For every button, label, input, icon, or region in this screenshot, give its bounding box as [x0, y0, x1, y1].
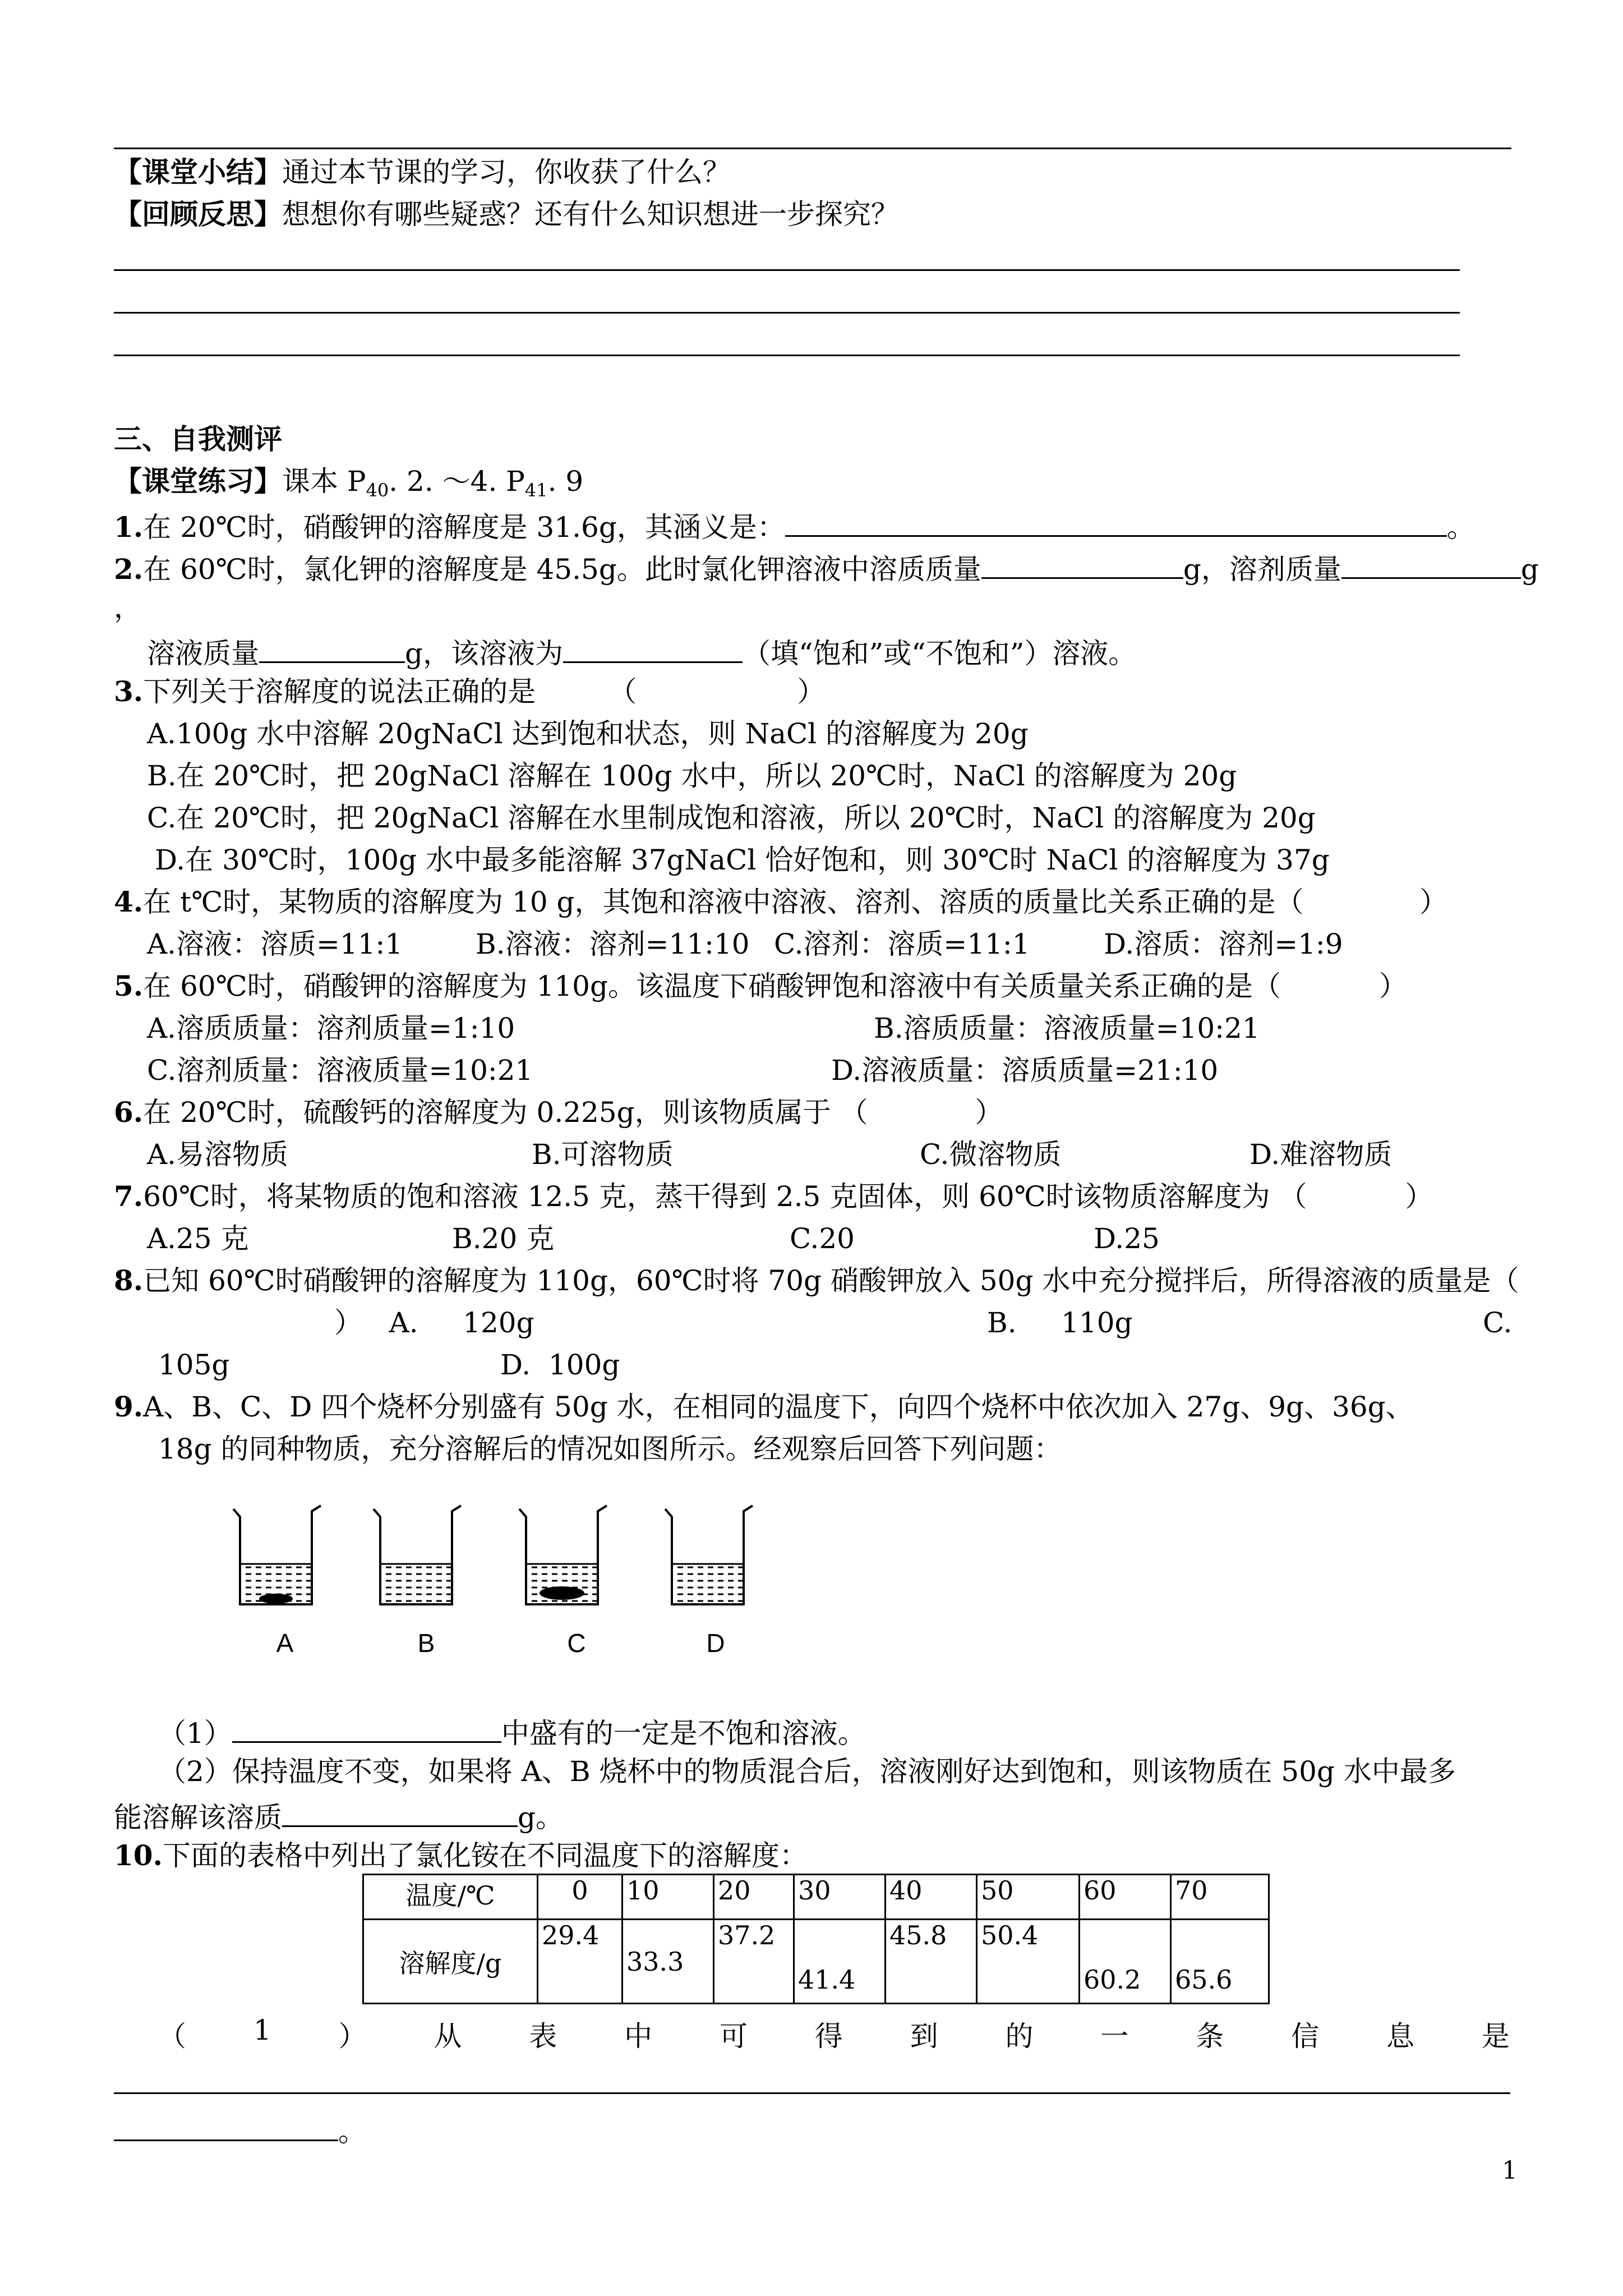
- q5-option-a: A.溶质质量：溶剂质量=1:10: [147, 1012, 515, 1045]
- q2-number: 2.: [114, 553, 144, 586]
- reflection-label: 【回顾反思】: [114, 197, 282, 231]
- q8-line2-b: B. 110g: [987, 1306, 1133, 1339]
- question-9: [114, 1390, 1414, 1423]
- q2-blank-type[interactable]: [563, 636, 743, 663]
- q5-number: 5.: [114, 969, 144, 1002]
- beaker-label-c: C: [567, 1628, 586, 1658]
- q10-end: 。: [338, 2115, 366, 2148]
- answer-line-2[interactable]: [114, 312, 1460, 314]
- question-4: [114, 885, 1448, 918]
- q10-number: 10.: [114, 1839, 163, 1872]
- q9-sub2b-b: g。: [518, 1801, 564, 1834]
- beaker-label-d: D: [706, 1628, 725, 1658]
- q10-sub1-char: 是: [1481, 2020, 1510, 2053]
- q6-option-b: B.可溶物质: [532, 1138, 674, 1171]
- reflection: [114, 197, 899, 231]
- q2-comma: ，: [114, 591, 142, 624]
- q10-sub1-char: 条: [1196, 2020, 1224, 2053]
- question-7: [114, 1182, 1433, 1211]
- q10-sub1-char: 息: [1386, 2020, 1414, 2053]
- q7-option-a: A.25 克: [147, 1222, 249, 1255]
- q4-option-a: A.溶液：溶质=11:1: [147, 928, 403, 960]
- q7-option-b: B.20 克: [452, 1222, 555, 1255]
- q7-number: 7.: [114, 1180, 144, 1213]
- q3-text: 下列关于溶解度的说法正确的是: [143, 675, 536, 708]
- q1-number: 1.: [114, 510, 144, 544]
- table-cell: 30: [794, 1875, 886, 1920]
- q4-option-c: C.溶剂：溶质=11:1: [774, 928, 1030, 960]
- table-cell: 37.2: [714, 1920, 794, 2004]
- table-cell: 20: [714, 1875, 794, 1920]
- q6-text: 在 20℃时，硫酸钙的溶解度为 0.225g，则该物质属于 （ ）: [143, 1096, 1003, 1129]
- q10-sub1-char: （: [158, 2020, 186, 2053]
- class-summary: [114, 155, 731, 188]
- q6-option-a: A.易溶物质: [147, 1138, 289, 1171]
- q3-option-b: B.在 20℃时，把 20gNaCl 溶解在 100g 水中，所以 20℃时，NaCl 的溶解度为 20g: [147, 760, 1237, 792]
- q2-line2-c: （填“饱和”或“不饱和”）溶液。: [743, 637, 1137, 670]
- q4-option-b: B.溶液：溶剂=11:10: [476, 928, 750, 960]
- q9-number: 9.: [114, 1390, 144, 1423]
- q1-end: 。: [1446, 511, 1475, 544]
- q7-option-d: D.25: [1094, 1222, 1160, 1255]
- answer-line-1[interactable]: [114, 269, 1460, 271]
- q2-blank-solvent[interactable]: [1341, 551, 1521, 579]
- q10-sub1-char: 中: [624, 2020, 653, 2053]
- q9-sub1-b: 中盛有的一定是不饱和溶液。: [501, 1717, 866, 1750]
- q9-sub-2: （2）保持温度不变，如果将 A、B 烧杯中的物质混合后，溶液刚好达到饱和，则该物质在 50g 水中最多: [158, 1755, 1456, 1788]
- q9-sub2-blank[interactable]: [282, 1800, 518, 1827]
- q9-sub1-a: （1）: [158, 1717, 232, 1750]
- q10-sub1-char: 的: [1005, 2020, 1034, 2053]
- q4-text: 在 t℃时，某物质的溶解度为 10 g，其饱和溶液中溶液、溶剂、溶质的质量比关系正确的是（ ）: [143, 886, 1448, 918]
- table-cell: 65.6: [1171, 1920, 1269, 2004]
- q8-text: 已知 60℃时硝酸钾的溶解度为 110g，60℃时将 70g 硝酸钾放入 50g 水中充分搅拌后，所得溶液的质量是（: [143, 1264, 1519, 1297]
- q9-text-2: 18g 的同种物质，充分溶解后的情况如图所示。经观察后回答下列问题：: [158, 1433, 1062, 1465]
- beaker-b: [374, 1506, 461, 1604]
- top-rule: [114, 148, 1511, 149]
- question-6: [114, 1096, 1003, 1129]
- practice-line: [114, 464, 584, 501]
- table-cell: 29.4: [538, 1920, 623, 2004]
- q2-line2-a: 溶液质量: [147, 637, 259, 670]
- q8-line3-b: D. 100g: [500, 1349, 620, 1381]
- table-cell: 33.3: [623, 1920, 714, 2004]
- table-cell: 40: [886, 1875, 977, 1920]
- q1-blank[interactable]: [785, 509, 1447, 537]
- q6-option-c: C.微溶物质: [920, 1138, 1062, 1171]
- q10-answer-tail: [114, 2114, 366, 2146]
- q5-option-d: D.溶液质量：溶质质量=21:10: [831, 1054, 1219, 1087]
- question-5: [114, 969, 1407, 1002]
- q10-sub1-char: 一: [1100, 2020, 1129, 2053]
- summary-label: 【课堂小结】: [114, 155, 282, 188]
- q8-line3-a: 105g: [158, 1349, 230, 1381]
- q2-line2-b: g，该溶液为: [405, 637, 564, 670]
- q10-sub1-char: ）: [338, 2020, 367, 2053]
- q10-sub1-char: 得: [814, 2020, 843, 2053]
- q3-option-d: D.在 30℃时，100g 水中最多能溶解 37gNaCl 恰好饱和，则 30℃时 NaCl 的溶解度为 37g: [155, 844, 1330, 876]
- q9-sub1-blank[interactable]: [232, 1715, 501, 1743]
- beaker-label-a: A: [276, 1628, 294, 1658]
- beaker-c: [519, 1506, 607, 1604]
- answer-line-3[interactable]: [114, 355, 1460, 356]
- beaker-label-b: B: [417, 1628, 435, 1658]
- q6-number: 6.: [114, 1096, 144, 1129]
- reflection-text: 想想你有哪些疑惑？还有什么知识想进一步探究？: [282, 198, 899, 231]
- q10-sub1-char: 1: [253, 2014, 271, 2046]
- q10-sub1-char: 信: [1291, 2020, 1320, 2053]
- question-2: [114, 551, 1539, 586]
- q10-sub1-char: 表: [529, 2020, 557, 2053]
- solubility-table: [362, 1874, 1270, 2004]
- q9-text: A、B、C、D 四个烧杯分别盛有 50g 水，在相同的温度下，向四个烧杯中依次加入 27g、9g、36g、: [143, 1391, 1414, 1423]
- beaker-d: [665, 1506, 753, 1604]
- q4-option-d: D.溶质：溶剂=1:9: [1104, 928, 1343, 960]
- q9-sub2b-a: 能溶解该溶质: [114, 1801, 282, 1834]
- question-1: [114, 509, 1475, 544]
- table-cell: 10: [623, 1875, 714, 1920]
- q10-answer-line[interactable]: [114, 2092, 1510, 2094]
- table-cell: 41.4: [794, 1920, 886, 2004]
- page-number: 1: [1502, 2156, 1518, 2185]
- q5-option-b: B.溶质质量：溶液质量=10:21: [874, 1012, 1260, 1045]
- table-cell: 50: [977, 1875, 1080, 1920]
- q9-sub-2b: [114, 1800, 564, 1832]
- q8-line2-c: C.: [1483, 1306, 1513, 1339]
- table-cell: 50.4: [977, 1920, 1080, 2004]
- q10-sub1-char: 到: [910, 2020, 938, 2053]
- practice-text-c: . 9: [547, 465, 584, 498]
- practice-sub-b: 41: [524, 480, 548, 501]
- q8-number: 8.: [114, 1264, 144, 1297]
- q5-option-c: C.溶剂质量：溶液质量=10:21: [147, 1054, 533, 1087]
- table-cell: 45.8: [886, 1920, 977, 2004]
- beaker-a: [233, 1506, 321, 1604]
- practice-sub-a: 40: [366, 480, 389, 501]
- q3-answer-paren[interactable]: （ ）: [608, 675, 826, 708]
- q10-sub1-char: 可: [719, 2020, 748, 2053]
- practice-text-b: . 2. ～4. P: [389, 465, 525, 498]
- q7-option-c: C.20: [790, 1222, 855, 1255]
- q8-line2-a: ） A. 120g: [334, 1306, 534, 1339]
- q2-text-c: g: [1520, 553, 1539, 586]
- q5-text: 在 60℃时，硝酸钾的溶解度为 110g。该温度下硝酸钾饱和溶液中有关质量关系正确的是（ ）: [143, 970, 1407, 1002]
- q10-sub-1: [158, 2014, 1510, 2054]
- q10-text: 下面的表格中列出了氯化铵在不同温度下的溶解度：: [163, 1839, 808, 1872]
- table-cell: 60: [1080, 1875, 1171, 1920]
- q9-sub-1: [158, 1715, 866, 1750]
- beakers-figure: [224, 1503, 763, 1666]
- q2-text-a: 在 60℃时，氯化钾的溶解度是 45.5g。此时氯化钾溶液中溶质质量: [143, 553, 981, 586]
- section-title: 三、自我测评: [114, 422, 282, 455]
- q3-number: 3.: [114, 675, 144, 708]
- q2-line-2: [147, 636, 1136, 668]
- q3-option-c: C.在 20℃时，把 20gNaCl 溶解在水里制成饱和溶液，所以 20℃时，NaCl 的溶解度为 20g: [147, 802, 1316, 834]
- question-10: [114, 1839, 808, 1872]
- q3-option-a: A.100g 水中溶解 20gNaCl 达到饱和状态，则 NaCl 的溶解度为 20g: [147, 717, 1029, 750]
- question-3: [114, 675, 826, 708]
- table-cell: 60.2: [1080, 1920, 1171, 2004]
- q2-blank-solution[interactable]: [259, 636, 405, 663]
- q2-blank-solute[interactable]: [981, 551, 1183, 579]
- practice-label: 【课堂练习】: [114, 464, 282, 498]
- table-cell: 温度/℃: [363, 1875, 538, 1920]
- q10-answer-blank[interactable]: [114, 2114, 338, 2141]
- table-row: [363, 1920, 1269, 2004]
- summary-text: 通过本节课的学习，你收获了什么？: [282, 156, 731, 188]
- q1-text: 在 20℃时，硝酸钾的溶解度是 31.6g，其涵义是：: [143, 511, 785, 544]
- practice-text-a: 课本 P: [282, 465, 366, 498]
- table-cell: 0: [538, 1875, 623, 1920]
- table-cell: 溶解度/g: [363, 1920, 538, 2004]
- question-8: [114, 1264, 1519, 1297]
- q10-sub1-char: 从: [434, 2020, 462, 2053]
- table-cell: 70: [1171, 1875, 1269, 1920]
- q2-text-b: g，溶剂质量: [1183, 553, 1341, 586]
- q4-number: 4.: [114, 885, 144, 918]
- table-header-row: [363, 1875, 1269, 1920]
- q7-text: 60℃时，将某物质的饱和溶液 12.5 克，蒸干得到 2.5 克固体，则 60℃时该物质溶解度为 （ ）: [143, 1180, 1433, 1213]
- q6-option-d: D.难溶物质: [1249, 1138, 1393, 1171]
